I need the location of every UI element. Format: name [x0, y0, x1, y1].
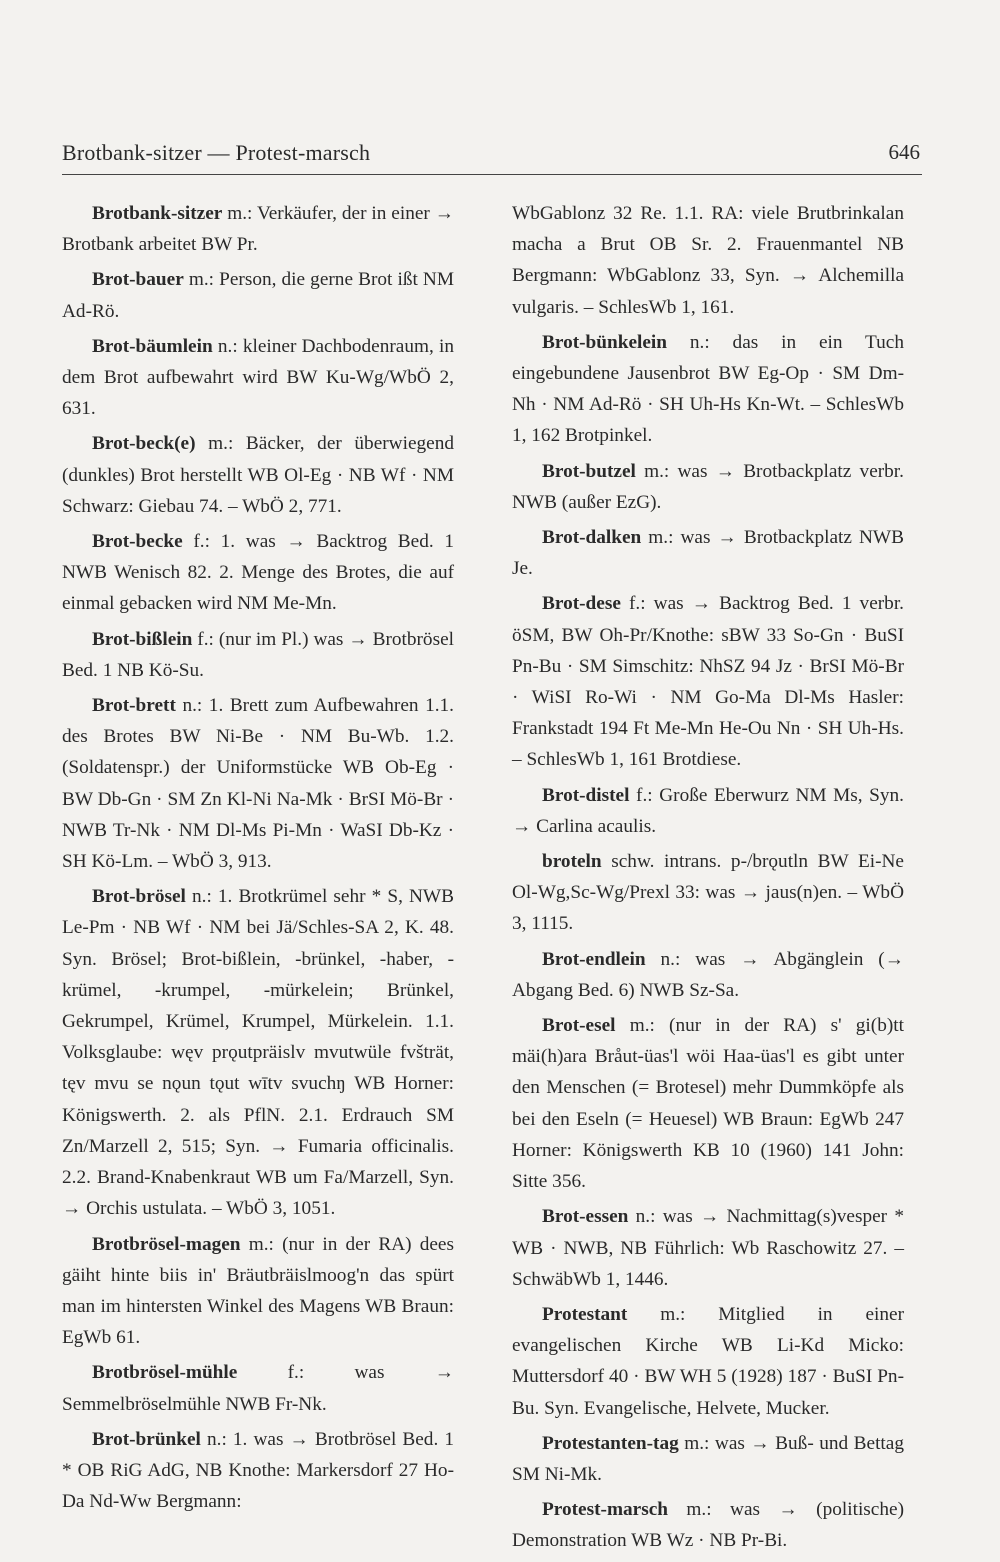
entry-definition: m.: Verkäufer, der in einer → Brotbank arbeitet BW Pr. [62, 203, 454, 256]
entry-definition: f.: 1. was → Backtrog Bed. 1 NWB Wenisch 82. 2. Menge des Brotes, die auf einmal gebacken wird NM Me-Mn. [62, 531, 454, 615]
entry-lemma: Brot-esel [542, 1015, 616, 1037]
entry-definition: n.: was → Abgänglein (→ Abgang Bed. 6) NWB Sz-Sa. [512, 948, 904, 1001]
dictionary-entry [512, 1010, 904, 1197]
entry-lemma: broteln [542, 851, 602, 873]
entry-definition: m.: was → (politische) Demonstration WB Wz · NB Pr-Bi. [512, 1499, 904, 1552]
entry-lemma: Brot-bäumlein [92, 335, 213, 357]
entry-definition: m.: was → Buß- und Bettag SM Ni-Mk. [512, 1432, 904, 1485]
running-header [62, 138, 922, 175]
entry-lemma: Brot-brösel [92, 886, 186, 908]
entry-definition: m.: was → Brotbackplatz verbr. NWB (außer EzG). [512, 460, 904, 513]
entry-lemma: Brot-dalken [542, 527, 642, 549]
dictionary-entry [512, 1299, 904, 1424]
page-number: 646 [888, 140, 920, 164]
entry-definition: n.: 1. was → Brotbrösel Bed. 1 * OB RiG AdG, NB Knothe: Markersdorf 27 Ho-Da Nd-Ww Bergmann: [62, 1428, 454, 1513]
entry-definition: n.: was → Nachmittag(s)vesper * WB · NWB, NB Führlich: Wb Raschowitz 27. – SchwäbWb 1, 1446. [512, 1206, 904, 1290]
dictionary-entry [62, 331, 454, 425]
entry-definition: schw. intrans. p-/brǫutln BW Ei-Ne Ol-Wg,Sc-Wg/Prexl 33: was → jaus(n)en. – WbÖ 3, 1115. [512, 851, 904, 935]
right-column [512, 198, 904, 1561]
entry-definition: n.: kleiner Dachbodenraum, in dem Brot aufbewahrt wird BW Ku-Wg/WbÖ 2, 631. [62, 335, 454, 420]
entry-lemma: Brot-endlein [542, 948, 646, 970]
dictionary-entry [512, 1428, 904, 1490]
entry-lemma: Protestant [542, 1303, 628, 1325]
entry-definition: m.: Person, die gerne Brot ißt NM Ad-Rö. [62, 269, 454, 322]
dictionary-entry [512, 944, 904, 1006]
dictionary-entry-continuation [512, 198, 904, 323]
entry-definition: n.: 1. Brotkrümel sehr * S, NWB Le-Pm · NB Wf · NM bei Jä/Schles-SA 2, K. 48. Syn. Brösel; Brot-bißlein, -brünkel, -haber, -krümel, -krumpel, -mürkelein; Brünkel, Gekrumpel, Krümel, Krumpel, Mürkelein. 1.1. Volksglaube: węv prǫutpräislv mvutwüle fvšträt, tęv mvu se nǫun tǫut wītv svuchŋ WB Horner: Königswerth. 2. als PflN. 2.1. Erdrauch SM Zn/Marzell 2, 515; Syn. → Fumaria officinalis. 2.2. Brand-Knabenkraut WB um Fa/Marzell, Syn. → Orchis ustulata. – WbÖ 3, 1051. [62, 886, 454, 1220]
left-column [62, 198, 454, 1521]
entry-definition: f.: was → Semmelbröselmühle NWB Fr-Nk. [62, 1362, 454, 1415]
entry-definition: m.: was → Brotbackplatz NWB Je. [512, 527, 904, 580]
dictionary-entry [62, 1424, 454, 1518]
entry-definition: m.: Bäcker, der überwiegend (dunkles) Brot herstellt WB Ol-Eg · NB Wf · NM Schwarz: Giebau 74. – WbÖ 2, 771. [62, 433, 454, 517]
dictionary-entry [62, 1229, 454, 1354]
dictionary-entry [512, 522, 904, 584]
dictionary-entry [512, 588, 904, 775]
dictionary-entry [62, 881, 454, 1224]
dictionary-entry [62, 264, 454, 326]
dictionary-entry [62, 1357, 454, 1419]
entry-lemma: Brotbank-sitzer [92, 203, 223, 224]
entry-lemma: Brot-brett [92, 695, 176, 717]
entry-lemma: Brot-bünkelein [542, 331, 667, 353]
dictionary-entry [512, 456, 904, 518]
entry-definition: m.: Mitglied in einer evangelischen Kirche WB Li-Kd Micko: Muttersdorf 40 · BW WH 5 (1928) 187 · BuSI Pn-Bu. Syn. Evangelische, Helvete, Mucker. [512, 1303, 904, 1419]
dictionary-entry [62, 690, 454, 877]
entry-lemma: Brotbrösel-mühle [92, 1362, 238, 1384]
entry-lemma: Brot-butzel [542, 460, 636, 482]
entry-lemma: Brot-bauer [92, 269, 184, 291]
dictionary-entry [512, 1494, 904, 1556]
dictionary-entry [62, 526, 454, 620]
dictionary-entry [62, 428, 454, 522]
entry-lemma: Brot-distel [542, 784, 630, 806]
entry-definition: f.: was → Backtrog Bed. 1 verbr. öSM, BW Oh-Pr/Knothe: sBW 33 So-Gn · BuSI Pn-Bu · SM Simschitz: NhSZ 94 Jz · BrSI Mö-Br · WiSI Ro-Wi · NM Go-Ma Dl-Ms Hasler: Frankstadt 194 Ft Me-Mn He-Ou Nn · SH Uh-Hs. – SchlesWb 1, 161 Brotdiese. [512, 593, 904, 771]
entry-definition: n.: das in ein Tuch eingebundene Jausenbrot BW Eg-Op · SM Dm-Nh · NM Ad-Rö · SH Uh-Hs Kn-Wt. – SchlesWb 1, 162 Brotpinkel. [512, 331, 904, 447]
entry-lemma: Protest-marsch [542, 1499, 668, 1521]
dictionary-entry [512, 846, 904, 940]
entry-definition: m.: (nur in der RA) s' gi(b)tt mäi(h)ara Bråut-üas'l wöi Haa-üas'l es gibt unter den Menschen (= Brotesel) mehr Dummköpfe als bei den Eseln (= Heuesel) WB Braun: EgWb 247 Horner: Königswerth KB 10 (1960) 141 John: Sitte 356. [512, 1015, 904, 1193]
entry-definition: f.: Große Eberwurz NM Ms, Syn. → Carlina acaulis. [512, 784, 904, 837]
entry-lemma: Protestanten-tag [542, 1432, 679, 1454]
entry-lemma: Brot-becke [92, 531, 183, 553]
entry-lemma: Brot-bißlein [92, 628, 193, 650]
dictionary-entry [512, 327, 904, 452]
dictionary-entry [62, 624, 454, 686]
header-title: Brotbank-sitzer — Protest-marsch [62, 140, 371, 165]
dictionary-entry [512, 780, 904, 842]
entry-lemma: Brot-brünkel [92, 1428, 201, 1450]
entry-lemma: Brot-dese [542, 593, 621, 615]
entry-lemma: Brotbrösel-magen [92, 1233, 241, 1255]
entry-definition: m.: (nur in der RA) dees gäiht hinte biis in' Bräutbräislmoog'n das spürt man im hintersten Winkel des Magens WB Braun: EgWb 61. [62, 1233, 454, 1349]
entry-definition: n.: 1. Brett zum Aufbewahren 1.1. des Brotes BW Ni-Be · NM Bu-Wb. 1.2. (Soldatenspr.) der Uniformstücke WB Ob-Eg · BW Db-Gn · SM Zn Kl-Ni Na-Mk · BrSI Mö-Br · NWB Tr-Nk · NM Dl-Ms Pi-Mn · WaSI Db-Kz · SH Kö-Lm. – WbÖ 3, 913. [62, 695, 454, 873]
dictionary-entry [62, 198, 454, 260]
entry-lemma: Brot-beck(e) [92, 433, 196, 455]
dictionary-entry [512, 1201, 904, 1295]
entry-lemma: Brot-essen [542, 1206, 629, 1228]
entry-definition: f.: (nur im Pl.) was → Brotbrösel Bed. 1 NB Kö-Su. [62, 628, 454, 681]
entry-definition: WbGablonz 32 Re. 1.1. RA: viele Brutbrinkalan macha a Brut OB Sr. 2. Frauenmantel NB Bergmann: WbGablonz 33, Syn. → Alchemilla vulgaris. – SchlesWb 1, 161. [512, 203, 904, 318]
